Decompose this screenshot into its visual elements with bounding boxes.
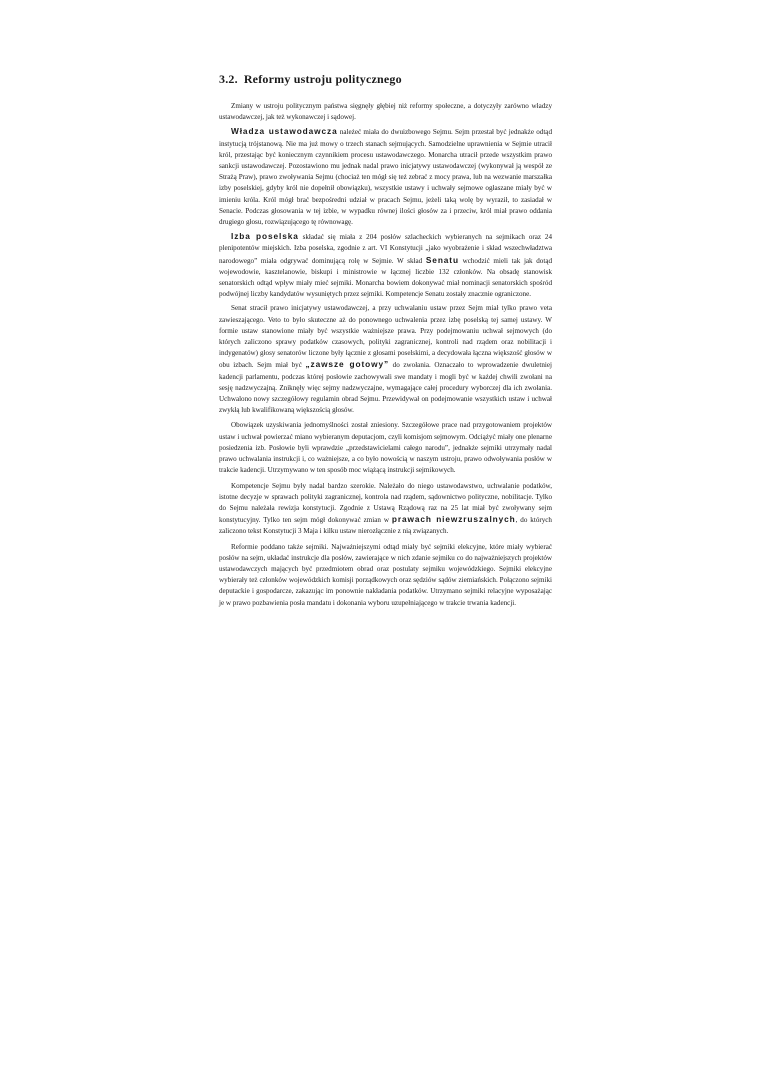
section-heading (219, 72, 552, 87)
paragraph-text: Obowiązek uzyskiwania jednomyślności został zniesiony. Szczegółowe prace nad przygotowaniem projektów ustaw i uchwał powierzać miano wybieranym deputacjom, czyli komisjom sejmowym. Odciążyć miały one plenarne posiedzenia izb. Posłowie byli wprawdzie „przedstawicielami całego narodu”, jednakże sejmiki utrzymały nadal prawo uchwalania instrukcji i, co ważniejsze, a co było nowością w naszym ustroju, prawo odwoływania posłów w trakcie kadencji. Utrzymywano w ten sposób moc wiążącą instrukcji sejmikowych. (219, 421, 552, 475)
paragraph-text: składać się miała z 204 posłów szlacheckich wybieranych na sejmikach oraz 24 plenipotentów miejskich. Izba poselska, zgodnie z art. VI Konstytucji „jako wyobrażenie i skład wszechwładztwa narodowego” miała odgrywać dominującą rolę w Sejmie. W skład (219, 233, 552, 265)
section-number: 3.2. (219, 72, 238, 86)
paragraph-intro (219, 101, 552, 123)
spaced-term: Senatu (425, 254, 459, 265)
spaced-term: „zawsze gotowy” (305, 359, 390, 370)
spaced-term: Władza ustawodawcza (231, 126, 338, 137)
paragraph-text: Zmiany w ustroju politycznym państwa sięgnęły głębiej niż reformy społeczne, a dotyczyły zarówno władzy ustawodawczej, jak też wykonawczej i sądowej. (219, 102, 552, 122)
paragraph-unanimity (219, 420, 552, 476)
paragraph-senate-powers (219, 303, 552, 416)
section-title: Reformy ustroju politycznego (243, 72, 402, 86)
paragraph-sejmiki-reform (219, 542, 552, 609)
spaced-term: prawach niewzruszalnych (391, 514, 516, 525)
paragraph-text: Senat stracił prawo inicjatywy ustawodawczej, a przy uchwalaniu ustaw przez Sejm miał tylko prawo veta zawieszającego. Veto to było skuteczne aż do ponownego uchwalenia przez izbę poselską tej samej ustawy. W formie ustaw stanowione miały być wszystkie ważniejsze prawa. Przy podejmowaniu uchwał sejmowych (do których zaliczono sprawy podatków czasowych, polityki zagranicznej, kontroli nad rządem oraz nobilitacji i indygenatów) głosy senatorów liczone były łącznie z głosami poselskimi, a decydowała łączna większość głosów w obu izbach. Sejm miał być (219, 304, 552, 370)
paragraph-text: do zwołania. Oznaczało to wprowadzenie dwuletniej kadencji parlamentu, podczas której posłowie zachowywali swe mandaty i mogli być w każdej chwili zwołani na sesję nadzwyczajną. Zniknęły więc sejmy nadzwyczajne, wymagające całej procedury wyborczej dla ich zwołania. Uchwalono nowy szczegółowy regulamin obrad Sejmu. Przewidywał on podejmowanie wszystkich ustaw i uchwał zwykłą lub kwalifikowaną większością głosów. (219, 361, 552, 415)
paragraph-legislative-power (219, 126, 552, 228)
spaced-term: Izba poselska (231, 231, 299, 242)
paragraph-text: Kompetencje Sejmu były nadal bardzo szerokie. Należało do niego ustawodawstwo, uchwalanie podatków, istotne decyzje w sprawach polityki zagranicznej, kontrola nad rządem, sądownictwo polityczne, nobilitacje. Tylko do Sejmu należała rewizja konstytucji. Zgodnie z Ustawą Rządową raz na 25 lat miał być zwoływany sejm konstytucyjny. Tylko ten sejm mógł dokonywać zmian w (219, 481, 552, 525)
paragraph-sejm-competences (219, 481, 552, 538)
paragraph-text: należeć miała do dwuizbowego Sejmu. Sejm przestał być jednakże odtąd instytucją trójstanową. Nie ma już mowy o trzech stanach sejmujących. Samodzielne uprawnienia w Sejmie utracił król, przestając być koniecznym czynnikiem procesu ustawodawczego. Monarcha utracił przede wszystkim prawo sankcji ustawodawczej. Pozostawiono mu jednak nadal prawo inicjatywy ustawodawczej (wykonywał ją wespół ze Strażą Praw), prawo zwoływania Sejmu (chociaż ten mógł się też zebrać z mocy prawa, lub na wezwanie marszałka izby poselskiej, gdyby król nie dopełnił obowiązku), wszystkie ustawy i uchwały sejmowe ogłaszane miały być w imieniu króla. Król mógł brać bezpośredni udział w pracach Sejmu, jeżeli taką wolę by wyraził, to zasiadał w Senacie. Podczas głosowania w tej izbie, w wypadku równej ilości głosów za i przeciw, król miał prawo oddania drugiego głosu, rozwiązującego tę równowagę. (219, 128, 552, 227)
paragraph-text: wchodzić mieli tak jak dotąd wojewodowie, kasztelanowie, biskupi i ministrowie w łącznej liczbie 132 członków. Na obsadę stanowisk senatorskich odtąd wpływ miały mieć sejmiki. Monarcha bowiem dokonywać miał nominacji senatorskich spośród podwójnej liczby kandydatów wysuniętych przez sejmiki. Kompetencje Senatu zostały znacznie ograniczone. (219, 256, 553, 299)
paragraph-text: , do których zaliczono tekst Konstytucji 3 Maja i kilku ustaw nierozłącznie z nią związanych. (219, 516, 552, 536)
document-page (219, 60, 552, 612)
paragraph-chamber-of-deputies (219, 231, 552, 300)
paragraph-text: Reformie poddano także sejmiki. Najważniejszymi odtąd miały być sejmiki elekcyjne, które miały wybierać posłów na sejm, układać instrukcje dla posłów, zawierające w nich zdanie sejmiku co do najważniejszych projektów ustawodawczych mających być przedmiotem obrad oraz postulaty sejmiku wojewódzkiego. Sejmiki elekcyjne wybierały też członków wojewódzkich komisji porządkowych oraz sędziów sądów ziemiańskich. Połączono sejmiki deputackie i gospodarcze, zakazując im ponownie nakładania podatków. Utrzymano sejmiki relacyjne wyposażając je w prawo pozbawienia posła mandatu i dokonania wyboru uzupełniającego w trakcie trwania kadencji. (219, 542, 552, 607)
